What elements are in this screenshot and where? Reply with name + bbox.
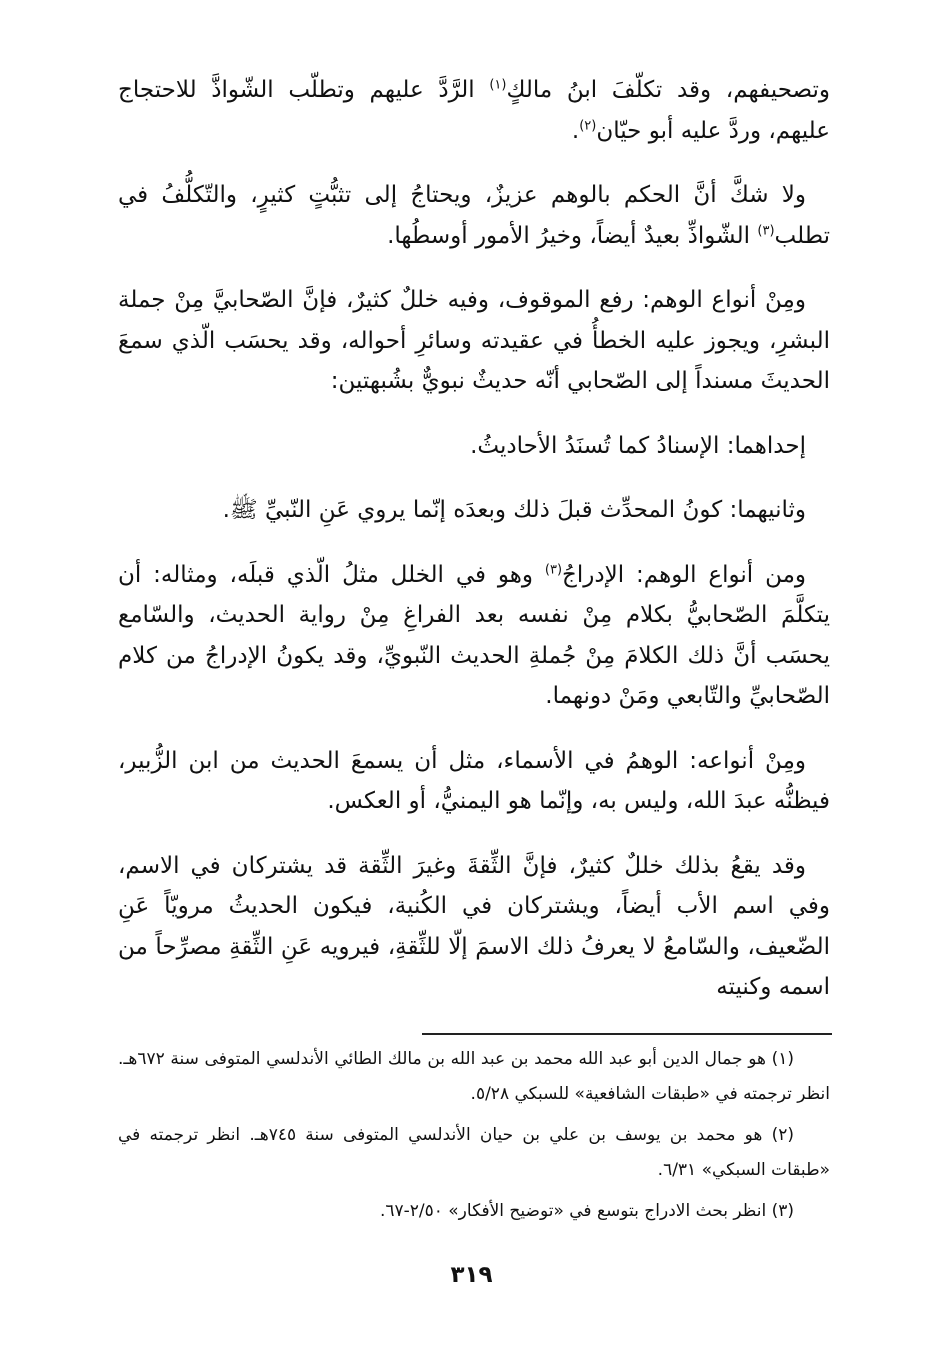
footnote-marker[interactable]: (١) <box>489 77 507 93</box>
footnote-marker[interactable]: (٢) <box>579 117 597 133</box>
footnote: (٢) هو محمد بن يوسف بن علي بن حيان الأندلسي المتوفى سنة ٧٤٥هـ. انظر ترجمته في «طبقات السبكي» ٦/٣١. <box>118 1125 830 1180</box>
body-text <box>118 70 830 1032</box>
text-segment: . <box>571 117 580 144</box>
page-number: ٣١٩ <box>450 1262 493 1288</box>
footnote-marker[interactable]: (٣) <box>757 222 775 238</box>
footnote-marker[interactable]: (٣) <box>544 561 563 577</box>
footnote: (٣) انظر بحث الادراج بتوسع في «توضيح الأفكار» ٢/٥٠-٦٧. <box>379 1201 794 1221</box>
text-segment: ولا شكَّ أنَّ الحكم بالوهم عزيزٌ، ويحتاجُ إلى تثبُّتٍ كثيرٍ، والتّكلُّفُ في تطلب <box>118 182 830 249</box>
paragraph <box>118 426 830 467</box>
paragraph <box>118 280 830 402</box>
paragraph <box>118 490 830 531</box>
text-segment: وتصحيفهم، وقد تكلّفَ ابنُ مالكٍ <box>506 77 830 103</box>
text-segment: ومِنْ أنواع الوهم: رفع الموقوف، وفيه خللٌ كثيرٌ، فإنَّ الصّحابيَّ مِنْ جملة البشرِ، ويجوز عليه الخطأُ في عقيدته وسائرِ أحواله، وقد يحسَب الّذي سمعَ الحديثَ مسنداً إلى الصّحابي أنّه حديثٌ نبويٌّ بشُبهتين: <box>118 287 830 394</box>
paragraph <box>118 555 830 717</box>
text-segment: وقد يقعُ بذلك خللٌ كثيرٌ، فإنَّ الثِّقةَ وغيرَ الثِّقة قد يشتركان في الاسم، وفي اسم الأب أيضاً، ويشتركان في الكُنية، فيكون الحديثُ مرويّاً عَنِ الضّعيف، والسّامعُ لا يعرفُ ذلك الاسمَ إلّا للثِّقةِ، فيرويه عَنِ الثِّقةِ مصرِّحاً من اسمه وكنيته <box>118 852 830 1000</box>
paragraph <box>118 70 830 151</box>
text-segment: وثانيهما: كونُ المحدِّث قبلَ ذلك وبعدَه إنّما يروي عَنِ النّبيِّ ﷺ. <box>222 497 806 523</box>
paragraph <box>118 175 830 256</box>
text-segment: الرَّدَّ عليهم وتطلّب الشّواذَّ للاحتجاج عليهم، وردَّ عليه أبو حيّان <box>118 77 830 144</box>
footnote: (١) هو جمال الدين أبو عبد الله محمد بن عبد الله بن مالك الطائي الأندلسي المتوفى سنة ٦٧٢هـ. انظر ترجمته في «طبقات الشافعية» للسبكي ٥/٢٨. <box>118 1049 830 1104</box>
footnote-divider <box>422 1033 832 1035</box>
paragraph <box>118 846 830 1008</box>
paragraph <box>118 741 830 822</box>
text-segment: إحداهما: الإسنادُ كما تُسنَدُ الأحاديثُ. <box>470 432 806 459</box>
text-segment: ومِنْ أنواعه: الوهمُ في الأسماء، مثل أن يسمعَ الحديث من ابن الزُّبير، فيظنُّه عبدَ الله، وليس به، وإنّما هو اليمنيُّ، أو العكس. <box>118 747 830 814</box>
text-segment: الشّواذِّ بعيدٌ أيضاً، وخيرُ الأمور أوسطُها. <box>387 222 758 249</box>
text-segment: ومن أنواع الوهم: الإدراجُ <box>562 561 807 588</box>
text-segment: وهو في الخلل مثلُ الّذي قبلَه، ومثاله: أن يتكلَّمَ الصّحابيُّ بكلام مِنْ نفسه بعد الفراغِ مِنْ رواية الحديث، والسّامع يحسَب أنَّ ذلك الكلامَ مِنْ جُملةِ الحديث النّبويِّ، وقد يكونُ الإدراجُ من كلام الصّحابيِّ والتّابعي ومَنْ دونهما. <box>118 561 830 709</box>
footnotes <box>118 1042 830 1235</box>
